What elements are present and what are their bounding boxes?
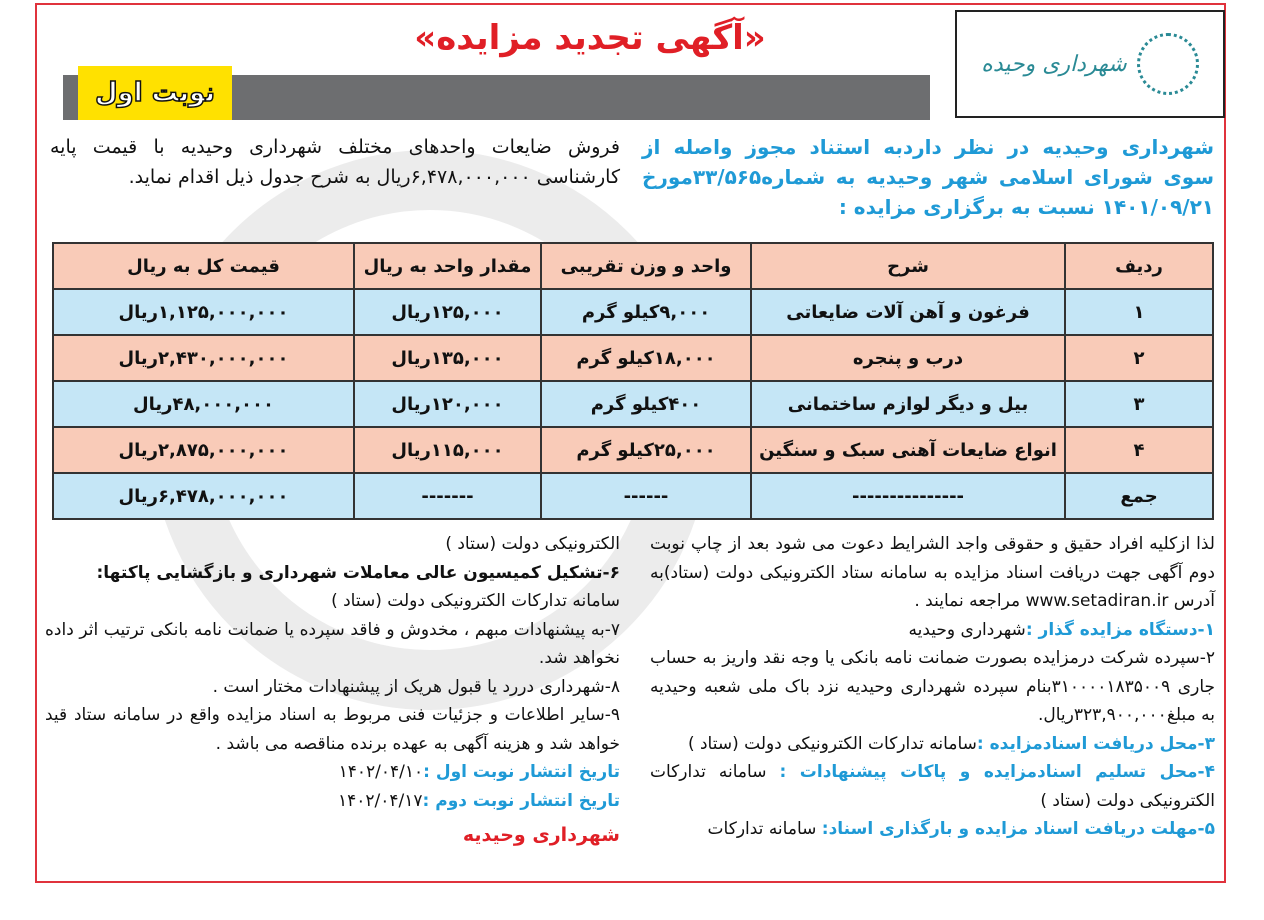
cell: ۲ <box>1065 335 1213 381</box>
header-unit-weight: واحد و وزن تقریبی <box>541 243 751 289</box>
cell: درب و پنجره <box>751 335 1065 381</box>
cell: ۴۰۰کیلو گرم <box>541 381 751 427</box>
signature: شهرداری وحیدیه <box>462 824 620 846</box>
table-row <box>53 427 1213 473</box>
cell: ۹,۰۰۰کیلو گرم <box>541 289 751 335</box>
item-5-label: ۵-مهلت دریافت اسناد مزایده و بارگذاری اسناد: <box>821 819 1215 839</box>
intro-right: شهرداری وحیدیه در نظر داردبه استناد مجوز واصله از سوی شورای اسلامی شهر وحیدیه به شماره۳۳/۵۶۵مورخ ۱۴۰۱/۰۹/۲۱ نسبت به برگزاری مزایده : <box>642 135 1214 219</box>
items-table <box>52 242 1214 520</box>
item-4-text: سامانه تدارکات الکترونیکی دولت (ستاد ) <box>650 762 1215 811</box>
header-unit-price: مقدار واحد به ریال <box>354 243 541 289</box>
conditions-right <box>650 530 1215 844</box>
item-3-text: سامانه تدارکات الکترونیکی دولت (ستاد ) <box>687 733 977 754</box>
ad-title: «آگهی تجدید مزایده» <box>414 18 766 58</box>
round-badge: نوبت اول <box>78 66 232 120</box>
first-publication-date: ۱۴۰۲/۰۴/۱۰ <box>338 762 424 782</box>
logo-text: شهرداری وحیده <box>981 51 1127 77</box>
item-8: ۸-شهرداری دررد یا قبول هریک از پیشنهادات مختار است . <box>212 676 620 697</box>
cell: ------- <box>354 473 541 519</box>
cell: ۴ <box>1065 427 1213 473</box>
cell: ۱۲۰,۰۰۰ریال <box>354 381 541 427</box>
cell: ۱,۱۲۵,۰۰۰,۰۰۰ریال <box>53 289 354 335</box>
item-5 <box>650 815 1215 844</box>
table-total-row <box>53 473 1213 519</box>
item-4 <box>650 758 1215 815</box>
cell: بیل و دیگر لوازم ساختمانی <box>751 381 1065 427</box>
item-7: ۷-به پیشنهادات مبهم ، مخدوش و فاقد سپرده یا ضمانت نامه بانکی ترتیب اثر داده نخواهد شد. <box>45 619 620 668</box>
cell: انواع ضایعات آهنی سبک و سنگین <box>751 427 1065 473</box>
cell: ۱۲۵,۰۰۰ریال <box>354 289 541 335</box>
cell: جمع <box>1065 473 1213 519</box>
second-publication-label: تاریخ انتشار نوبت دوم : <box>422 790 620 811</box>
item-1 <box>650 616 1215 645</box>
cell: ۲,۴۳۰,۰۰۰,۰۰۰ریال <box>53 335 354 381</box>
header-row-no: ردیف <box>1065 243 1213 289</box>
intro-left: فروش ضایعات واحدهای مختلف شهرداری وحیدیه با قیمت پایه کارشناسی ۶,۴۷۸,۰۰۰,۰۰۰ریال به شرح جدول ذیل اقدام نماید. <box>50 136 620 188</box>
cell: ۱۸,۰۰۰کیلو گرم <box>541 335 751 381</box>
item-9: ۹-سایر اطلاعات و جزئیات فنی مربوط به اسناد مزایده واقع در سامانه ستاد قید خواهد شد و هزینه آگهی به عهده برنده مناقصه می باشد . <box>45 705 620 754</box>
cell: ۳ <box>1065 381 1213 427</box>
second-publication-date: ۱۴۰۲/۰۴/۱۷ <box>338 790 423 811</box>
table-row <box>53 381 1213 427</box>
table-row <box>53 289 1213 335</box>
item-3 <box>650 730 1215 759</box>
item-6-text: سامانه تدارکات الکترونیکی دولت (ستاد ) <box>331 591 620 611</box>
invite-text: لذا ازکلیه افراد حقیق و حقوقی واجد الشرایط دعوت می شود بعد از چاپ نوبت دوم آگهی جهت دریافت اسناد مزایده به سامانه ستاد الکترونیکی دولت (ستاد)به آدرس www.setadiran.ir مراجعه نمایند . <box>650 534 1215 611</box>
item-1-label: ۱-دستگاه مزایده گذار : <box>1025 619 1215 640</box>
item-5-continued: الکترونیکی دولت (ستاد ) <box>445 534 620 554</box>
item-4-label: ۴-محل تسلیم اسنادمزایده و پاکات پیشنهادات : <box>779 762 1215 782</box>
first-publication <box>45 758 620 787</box>
item-1-text: شهرداری وحیدیه <box>908 619 1026 640</box>
first-publication-label: تاریخ انتشار نوبت اول : <box>423 762 620 782</box>
cell: --------------- <box>751 473 1065 519</box>
cell: ------ <box>541 473 751 519</box>
emblem-icon <box>1137 33 1199 95</box>
item-5-text: سامانه تدارکات <box>707 819 817 839</box>
item-6-label: ۶-تشکیل کمیسیون عالی معاملات شهرداری و بازگشایی پاکتها: <box>96 562 620 583</box>
item-3-label: ۳-محل دریافت اسنادمزایده : <box>976 733 1215 754</box>
cell: ۱۳۵,۰۰۰ریال <box>354 335 541 381</box>
second-publication <box>45 787 620 816</box>
cell: فرغون و آهن آلات ضایعاتی <box>751 289 1065 335</box>
cell: ۲,۸۷۵,۰۰۰,۰۰۰ریال <box>53 427 354 473</box>
header-total-price: قیمت کل به ریال <box>53 243 354 289</box>
table-header <box>53 243 1213 289</box>
cell: ۱ <box>1065 289 1213 335</box>
item-2: ۲-سپرده شرکت درمزایده بصورت ضمانت نامه بانکی یا وجه نقد واریز به حساب جاری ۳۱۰۰۰۰۱۸۳۵۰۰۹بنام سپرده شهرداری وحیدیه نزد باک ملی شعبه وحیدیه به مبلغ۳۲۳,۹۰۰,۰۰۰ریال. <box>650 648 1216 725</box>
table-row <box>53 335 1213 381</box>
cell: ۴۸,۰۰۰,۰۰۰ریال <box>53 381 354 427</box>
municipality-logo <box>955 10 1225 118</box>
cell: ۲۵,۰۰۰کیلو گرم <box>541 427 751 473</box>
conditions-left <box>45 530 620 850</box>
cell: ۱۱۵,۰۰۰ریال <box>354 427 541 473</box>
cell: ۶,۴۷۸,۰۰۰,۰۰۰ریال <box>53 473 354 519</box>
header-description: شرح <box>751 243 1065 289</box>
